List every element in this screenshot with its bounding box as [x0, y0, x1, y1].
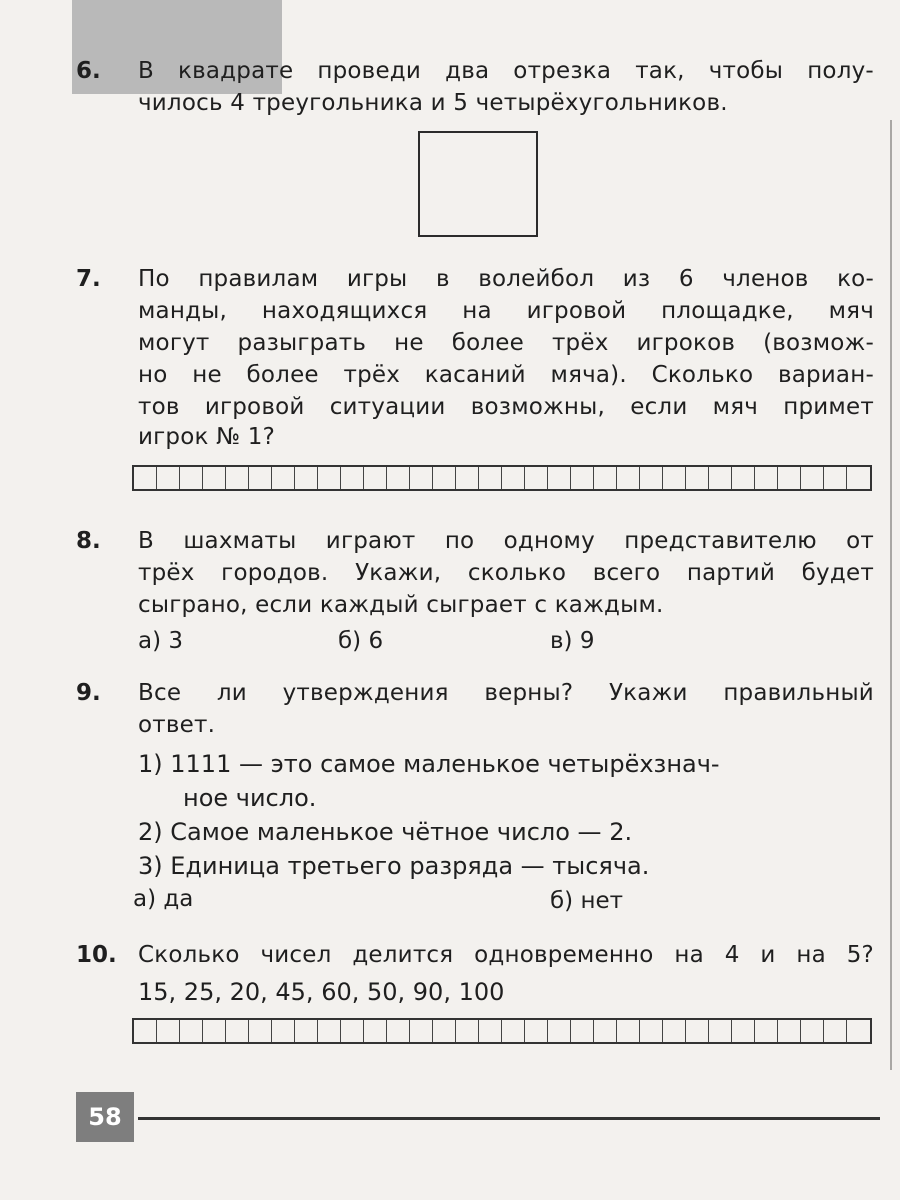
grid-cell[interactable]	[778, 467, 801, 489]
grid-cell[interactable]	[226, 1020, 249, 1042]
task-number: 9.	[76, 680, 101, 706]
grid-cell[interactable]	[157, 1020, 180, 1042]
word: Все	[138, 680, 182, 706]
task-text-line	[138, 330, 874, 356]
option-a[interactable]: а) 3	[138, 628, 184, 654]
word: не	[394, 330, 424, 356]
word: площадке,	[661, 298, 794, 324]
grid-cell[interactable]	[686, 467, 709, 489]
word: ли	[216, 680, 247, 706]
word: одновременно	[474, 942, 654, 968]
word: шахматы	[183, 528, 297, 554]
task-text-line: игрок № 1?	[138, 424, 275, 450]
word: два	[445, 58, 490, 84]
word: 5?	[846, 942, 874, 968]
footer-rule	[138, 1117, 880, 1120]
word: на	[674, 942, 704, 968]
task-text-line: ответ.	[138, 712, 216, 738]
grid-cell[interactable]	[502, 467, 525, 489]
word: игроков	[636, 330, 736, 356]
task-number: 10.	[76, 942, 117, 968]
word: 4	[724, 942, 740, 968]
grid-cell[interactable]	[801, 1020, 824, 1042]
task-text-line: чилось 4 треугольника и 5 четырёхугольников.	[138, 90, 728, 116]
task-text-line	[138, 298, 874, 324]
word: в	[435, 266, 450, 292]
word: квадрате	[178, 58, 294, 84]
grid-cell[interactable]	[640, 467, 663, 489]
grid-cell[interactable]	[732, 467, 755, 489]
word: манды,	[138, 298, 228, 324]
word: делится	[352, 942, 454, 968]
word: трёх	[138, 560, 195, 586]
page-edge	[890, 120, 892, 1070]
grid-cell[interactable]	[272, 1020, 295, 1042]
word: мяч	[712, 394, 759, 420]
statement-1-cont: ное число.	[183, 784, 317, 812]
word: игровой	[204, 394, 305, 420]
grid-cell[interactable]	[709, 1020, 732, 1042]
word: ситуации	[329, 394, 446, 420]
grid-cell[interactable]	[134, 467, 157, 489]
grid-cell[interactable]	[433, 1020, 456, 1042]
answer-grid[interactable]	[132, 465, 872, 491]
word: тов	[138, 394, 180, 420]
number-list: 15, 25, 20, 45, 60, 50, 90, 100	[138, 978, 505, 1006]
option-a[interactable]: а) да	[133, 886, 194, 912]
word: не	[192, 362, 222, 388]
grid-cell[interactable]	[387, 467, 410, 489]
grid-cell[interactable]	[824, 1020, 847, 1042]
grid-cell[interactable]	[709, 467, 732, 489]
word: касаний	[424, 362, 526, 388]
word: но	[138, 362, 168, 388]
word: находящихся	[261, 298, 428, 324]
option-b[interactable]: б) 6	[338, 628, 384, 654]
grid-cell[interactable]	[249, 467, 272, 489]
word: мяча).	[550, 362, 627, 388]
word: правилам	[198, 266, 319, 292]
word: утверждения	[282, 680, 449, 706]
grid-cell[interactable]	[410, 467, 433, 489]
word: возможны,	[470, 394, 606, 420]
grid-cell[interactable]	[203, 1020, 226, 1042]
grid-cell[interactable]	[318, 1020, 341, 1042]
square-figure[interactable]	[418, 131, 538, 237]
grid-cell[interactable]	[548, 1020, 571, 1042]
word: если	[630, 394, 688, 420]
word: ко-	[837, 266, 874, 292]
word: от	[846, 528, 874, 554]
option-b[interactable]: б) нет	[550, 888, 624, 914]
word: трёх	[551, 330, 609, 356]
word: будет	[801, 560, 874, 586]
statement-2: 2) Самое маленькое чётное число — 2.	[138, 818, 633, 846]
word: играют	[325, 528, 416, 554]
word: всего	[592, 560, 661, 586]
page-number: 58	[76, 1092, 134, 1142]
grid-cell[interactable]	[479, 467, 502, 489]
grid-cell[interactable]	[732, 1020, 755, 1042]
word: волейбол	[478, 266, 595, 292]
grid-cell[interactable]	[272, 467, 295, 489]
word: членов	[722, 266, 809, 292]
grid-cell[interactable]	[571, 467, 594, 489]
task-text-line	[138, 942, 874, 968]
grid-cell[interactable]	[778, 1020, 801, 1042]
task-text-line: сыграно, если каждый сыграет с каждым.	[138, 592, 664, 618]
word: игровой	[526, 298, 627, 324]
word: по	[444, 528, 475, 554]
grid-cell[interactable]	[502, 1020, 525, 1042]
answer-grid[interactable]	[132, 1018, 872, 1044]
grid-cell[interactable]	[548, 467, 571, 489]
word: и	[760, 942, 776, 968]
grid-cell[interactable]	[180, 467, 203, 489]
word: Сколько	[138, 942, 240, 968]
grid-cell[interactable]	[341, 467, 364, 489]
grid-cell[interactable]	[640, 1020, 663, 1042]
word: разыграть	[237, 330, 367, 356]
word: игры	[346, 266, 408, 292]
task-number: 8.	[76, 528, 101, 554]
task-text-line	[138, 266, 874, 292]
word: полу-	[807, 58, 874, 84]
grid-cell[interactable]	[525, 1020, 548, 1042]
statement-1: 1) 1111 — это самое маленькое четырёхзнач-	[138, 750, 720, 778]
grid-cell[interactable]	[318, 467, 341, 489]
word: мяч	[828, 298, 874, 324]
grid-cell[interactable]	[594, 467, 617, 489]
grid-cell[interactable]	[686, 1020, 709, 1042]
grid-cell[interactable]	[571, 1020, 594, 1042]
grid-cell[interactable]	[456, 467, 479, 489]
grid-cell[interactable]	[387, 1020, 410, 1042]
task-number: 6.	[76, 58, 101, 84]
grid-cell[interactable]	[341, 1020, 364, 1042]
word: на	[796, 942, 826, 968]
grid-cell[interactable]	[755, 467, 778, 489]
task-text-line	[138, 560, 874, 586]
grid-cell[interactable]	[203, 467, 226, 489]
word: трёх	[343, 362, 401, 388]
word: примет	[783, 394, 874, 420]
grid-cell[interactable]	[663, 1020, 686, 1042]
option-c[interactable]: в) 9	[550, 628, 595, 654]
word: более	[451, 330, 524, 356]
word: городов.	[221, 560, 329, 586]
grid-cell[interactable]	[295, 467, 318, 489]
word: По	[138, 266, 170, 292]
grid-cell[interactable]	[295, 1020, 318, 1042]
word: вариан-	[777, 362, 874, 388]
grid-cell[interactable]	[134, 1020, 157, 1042]
word: (возмож-	[763, 330, 874, 356]
word: правильный	[723, 680, 874, 706]
word: отрезка	[513, 58, 612, 84]
grid-cell[interactable]	[479, 1020, 502, 1042]
word: 6	[678, 266, 694, 292]
word: Сколько	[651, 362, 754, 388]
word: представителю	[624, 528, 817, 554]
grid-cell[interactable]	[824, 467, 847, 489]
grid-cell[interactable]	[594, 1020, 617, 1042]
grid-cell[interactable]	[364, 1020, 387, 1042]
word: проведи	[317, 58, 422, 84]
task-text-line	[138, 394, 874, 420]
grid-cell[interactable]	[663, 467, 686, 489]
word: из	[622, 266, 651, 292]
grid-cell[interactable]	[249, 1020, 272, 1042]
word: на	[462, 298, 492, 324]
task-text-line	[138, 680, 874, 706]
word: более	[246, 362, 319, 388]
grid-cell[interactable]	[617, 467, 640, 489]
task-text-line	[138, 58, 874, 84]
grid-cell[interactable]	[364, 467, 387, 489]
word: чтобы	[708, 58, 784, 84]
grid-cell[interactable]	[410, 1020, 433, 1042]
word: так,	[635, 58, 685, 84]
word: верны?	[484, 680, 574, 706]
grid-cell[interactable]	[157, 467, 180, 489]
statement-3: 3) Единица третьего разряда — тысяча.	[138, 852, 650, 880]
task-number: 7.	[76, 266, 101, 292]
grid-cell[interactable]	[456, 1020, 479, 1042]
grid-cell[interactable]	[180, 1020, 203, 1042]
grid-cell[interactable]	[847, 467, 870, 489]
word: В	[138, 58, 154, 84]
word: партий	[686, 560, 776, 586]
grid-cell[interactable]	[433, 467, 456, 489]
word: Укажи,	[355, 560, 442, 586]
grid-cell[interactable]	[847, 1020, 870, 1042]
grid-cell[interactable]	[617, 1020, 640, 1042]
grid-cell[interactable]	[226, 467, 249, 489]
word: могут	[138, 330, 210, 356]
word: Укажи	[608, 680, 688, 706]
task-text-line	[138, 528, 874, 554]
grid-cell[interactable]	[525, 467, 548, 489]
word: одному	[503, 528, 595, 554]
grid-cell[interactable]	[801, 467, 824, 489]
word: сколько	[467, 560, 567, 586]
word: В	[138, 528, 154, 554]
task-text-line	[138, 362, 874, 388]
word: чисел	[260, 942, 332, 968]
grid-cell[interactable]	[755, 1020, 778, 1042]
